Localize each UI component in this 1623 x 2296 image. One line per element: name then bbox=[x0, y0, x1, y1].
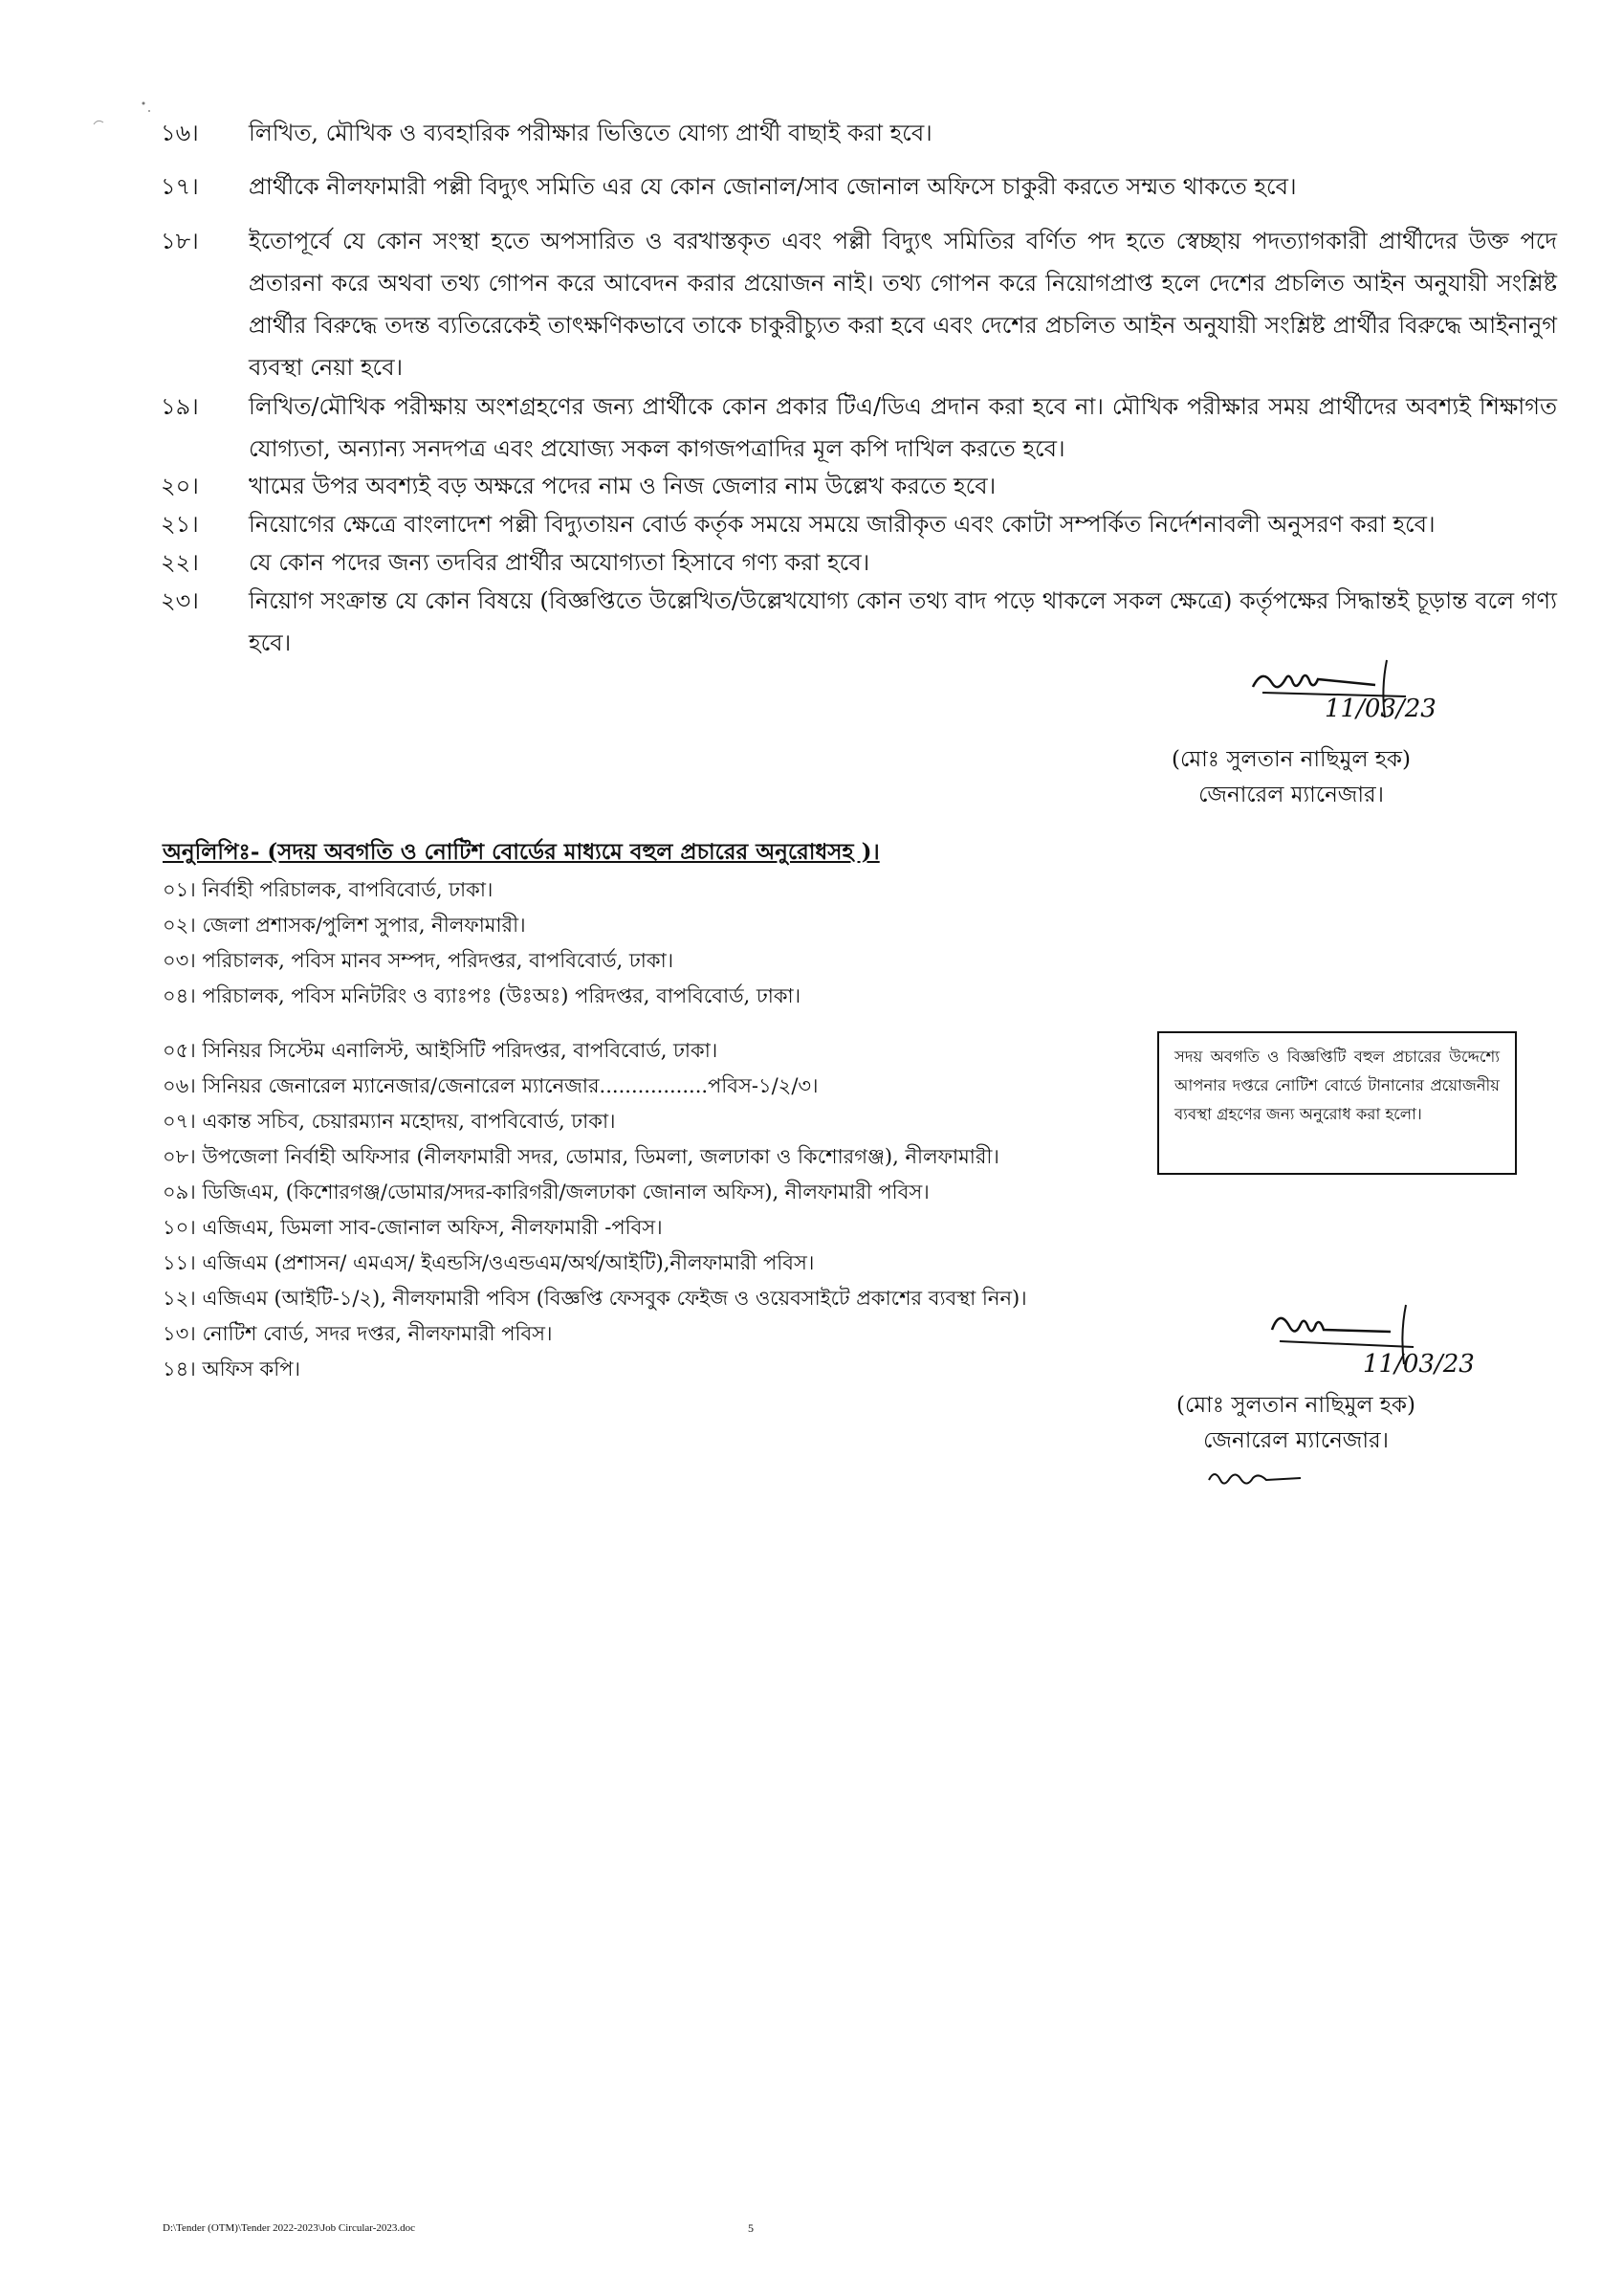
copy-item: ০৪। পরিচালক, পবিস মনিটরিং ও ব্যাঃপঃ (উঃঅঃ) পরিদপ্তর, বাপবিবোর্ড, ঢাকা। bbox=[163, 984, 801, 1007]
clause-text: ইতোপূর্বে যে কোন সংস্থা হতে অপসারিত ও বরখাস্তকৃত এবং পল্লী বিদ্যুৎ সমিতির বর্ণিত পদ হতে স্বেচ্ছায় পদত্যাগকারী প্রার্থীদের উক্ত পদে প্রতারনা করে অথবা তথ্য গোপন করে আবেদন করার প্রয়োজন নাই। তথ্য গোপন করে নিয়োগপ্রাপ্ত হলে দেশের প্রচলিত আইন অনুযায়ী সংশ্লিষ্ট প্রার্থীর বিরুদ্ধে তদন্ত ব্যতিরেকেই তাৎক্ষণিকভাবে তাকে চাকুরীচ্যুত করা হবে এবং দেশের প্রচলিত আইন অনুযায়ী সংশ্লিষ্ট প্রার্থীর বিরুদ্ধে আইনানুগ ব্যবস্থা নেয়া হবে। bbox=[249, 228, 1557, 381]
clause-text: লিখিত, মৌখিক ও ব্যবহারিক পরীক্ষার ভিত্তিতে যোগ্য প্রার্থী বাছাই করা হবে। bbox=[249, 120, 932, 146]
clause-text: নিয়োগ সংক্রান্ত যে কোন বিষয়ে (বিজ্ঞপ্তিতে উল্লেখিত/উল্লেখযোগ্য কোন তথ্য বাদ পড়ে থাকলে সকল ক্ষেত্রে) কর্তৃপক্ষের সিদ্ধান্তই চূড়ান্ত বলে গণ্য হবে। bbox=[249, 587, 1557, 656]
clause-text: প্রার্থীকে নীলফামারী পল্লী বিদ্যুৎ সমিতি এর যে কোন জোনাল/সাব জোনাল অফিসে চাকুরী করতে সম্মত থাকতে হবে। bbox=[249, 173, 1297, 200]
signatory-name: (মোঃ সুলতান নাছিমুল হক) bbox=[1176, 1393, 1415, 1418]
signatory-name: (মোঃ সুলতান নাছিমুল হক) bbox=[1172, 747, 1411, 772]
clause-number: ২২। bbox=[161, 549, 199, 576]
copies-list-group-2 bbox=[163, 1033, 1157, 1387]
copy-item: ১১। এজিএম (প্রশাসন/ এমএস/ ইএন্ডসি/ওএন্ডএম/অর্থ/আইটি),নীলফামারী পবিস। bbox=[163, 1251, 815, 1274]
copy-item: ১৩। নোটিশ বোর্ড, সদর দপ্তর, নীলফামারী পবিস। bbox=[163, 1322, 553, 1345]
clause-number: ১৮। bbox=[161, 228, 199, 254]
signatory-designation: জেনারেল ম্যানেজার। bbox=[1203, 1428, 1389, 1453]
clause-text: নিয়োগের ক্ষেত্রে বাংলাদেশ পল্লী বিদ্যুতায়ন বোর্ড কর্তৃক সময়ে সময়ে জারীকৃত এবং কোটা সম্পর্কিত নির্দেশনাবলী অনুসরণ করা হবে। bbox=[249, 511, 1436, 538]
signature-date: 11/03/23 bbox=[1363, 1350, 1475, 1379]
clause-number: ২১। bbox=[161, 511, 199, 538]
clause-text: যে কোন পদের জন্য তদবির প্রার্থীর অযোগ্যতা হিসাবে গণ্য করা হবে। bbox=[249, 549, 870, 576]
signature-date: 11/03/23 bbox=[1325, 695, 1437, 723]
initial-scribble bbox=[1203, 1459, 1308, 1497]
copy-item: ১৪। অফিস কপি। bbox=[163, 1358, 300, 1380]
copy-item: ০৯। ডিজিএম, (কিশোরগঞ্জ/ডোমার/সদর-কারিগরী/জলঢাকা জোনাল অফিস), নীলফামারী পবিস। bbox=[163, 1181, 930, 1203]
copies-list-group-1 bbox=[163, 872, 1157, 1014]
file-path: D:\Tender (OTM)\Tender 2022-2023\Job Circular-2023.doc bbox=[163, 2222, 416, 2234]
clause-number: ২৩। bbox=[161, 587, 199, 614]
copy-item: ০২। জেলা প্রশাসক/পুলিশ সুপার, নীলফামারী। bbox=[163, 914, 526, 937]
copy-item: ১০। এজিএম, ডিমলা সাব-জোনাল অফিস, নীলফামারী -পবিস। bbox=[163, 1216, 663, 1239]
copy-item: ০৭। একান্ত সচিব, চেয়ারম্যান মহোদয়, বাপবিবোর্ড, ঢাকা। bbox=[163, 1110, 616, 1133]
clause-number: ১৯। bbox=[161, 393, 199, 420]
copy-item: ০৩। পরিচালক, পবিস মানব সম্পদ, পরিদপ্তর, বাপবিবোর্ড, ঢাকা। bbox=[163, 949, 674, 972]
scan-speck bbox=[86, 96, 163, 134]
clause-text: লিখিত/মৌখিক পরীক্ষায় অংশগ্রহণের জন্য প্রার্থীকে কোন প্রকার টিএ/ডিএ প্রদান করা হবে না। মৌখিক পরীক্ষার সময় প্রার্থীদের অবশ্যই শিক্ষাগত যোগ্যতা, অন্যান্য সনদপত্র এবং প্রযোজ্য সকল কাগজপত্রাদির মূল কপি দাখিল করতে হবে। bbox=[249, 393, 1557, 462]
copy-item: ০৬। সিনিয়র জেনারেল ম্যানেজার/জেনারেল ম্যানেজার.................পবিস-১/২/৩। bbox=[163, 1074, 819, 1097]
copy-item: ০৮। উপজেলা নির্বাহী অফিসার (নীলফামারী সদর, ডোমার, ডিমলা, জলঢাকা ও কিশোরগঞ্জ), নীলফামারী। bbox=[163, 1145, 999, 1168]
signatory-designation: জেনারেল ম্যানেজার। bbox=[1198, 783, 1384, 807]
copy-item: ০১। নির্বাহী পরিচালক, বাপবিবোর্ড, ঢাকা। bbox=[163, 878, 493, 901]
clause-text: খামের উপর অবশ্যই বড় অক্ষরে পদের নাম ও নিজ জেলার নাম উল্লেখ করতে হবে। bbox=[249, 473, 997, 499]
clause-number: ২০। bbox=[161, 473, 199, 499]
notice-box: সদয় অবগতি ও বিজ্ঞপ্তিটি বহুল প্রচারের উদ্দেশ্যে আপনার দপ্তরে নোটিশ বোর্ডে টানানোর প্রয়োজনীয় ব্যবস্থা গ্রহণের জন্য অনুরোধ করা হলো। bbox=[1157, 1031, 1517, 1175]
page-number: 5 bbox=[748, 2221, 754, 2235]
clause-number: ১৭। bbox=[161, 173, 199, 200]
copy-item: ১২। এজিএম (আইটি-১/২), নীলফামারী পবিস (বিজ্ঞপ্তি ফেসবুক ফেইজ ও ওয়েবসাইটে প্রকাশের ব্যবস্থা নিন)। bbox=[163, 1287, 1027, 1310]
copy-item: ০৫। সিনিয়র সিস্টেম এনালিস্ট, আইসিটি পরিদপ্তর, বাপবিবোর্ড, ঢাকা। bbox=[163, 1039, 718, 1062]
clause-number: ১৬। bbox=[161, 120, 199, 146]
copies-heading: অনুলিপিঃ- (সদয় অবগতি ও নোটিশ বোর্ডের মাধ্যমে বহুল প্রচারের অনুরোধসহ )। bbox=[163, 839, 880, 865]
